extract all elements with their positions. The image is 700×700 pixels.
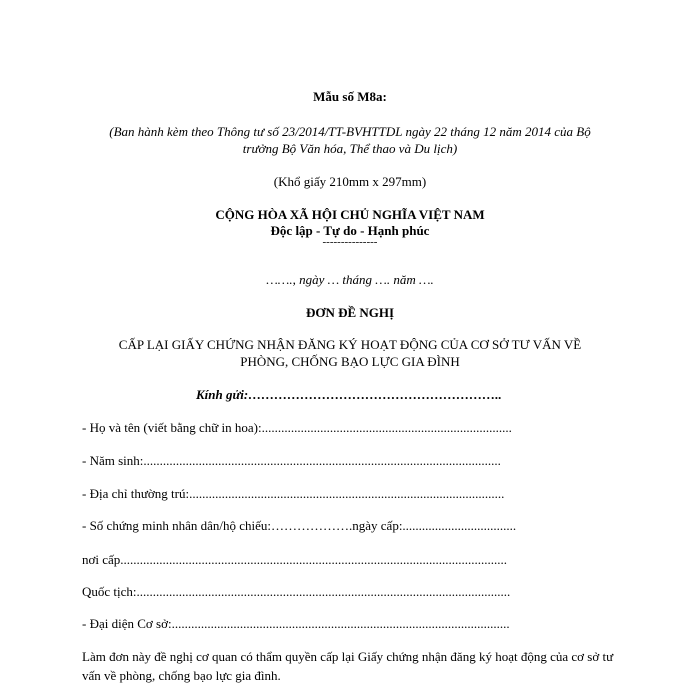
- birth-year-field: - Năm sinh:..............................................................................................................: [82, 453, 501, 468]
- representative-field: - Đại diện Cơ sở:........................................................................................................: [82, 616, 510, 631]
- paper-size-note: (Khổ giấy 210mm x 297mm): [273, 174, 427, 189]
- national-title: CỘNG HÒA XÃ HỘI CHỦ NGHĨA VIỆT NAM: [215, 207, 485, 222]
- subject-line-1: CẤP LẠI GIẤY CHỨNG NHẬN ĐĂNG KÝ HOẠT ĐỘNG CỦA CƠ SỞ TƯ VẤN VỀ: [118, 337, 582, 352]
- full-name-field: - Họ và tên (viết bằng chữ in hoa):.............................................................................: [82, 420, 512, 435]
- motto-rule: ---------------: [322, 236, 378, 248]
- residence-field: - Địa chỉ thường trú:.................................................................................................: [82, 486, 505, 501]
- subject-line-2: PHÒNG, CHỐNG BẠO LỰC GIA ĐÌNH: [240, 354, 460, 369]
- issued-by-line-2: trưởng Bộ Văn hóa, Thể thao và Du lịch): [242, 141, 458, 156]
- request-paragraph: Làm đơn này đề nghị cơ quan có thẩm quyền cấp lại Giấy chứng nhận đăng ký hoạt động của cơ sở tư vấn về phòng, chống bạo lực gia đình.: [82, 649, 614, 683]
- issue-place-field: nơi cấp.......................................................................................................................: [82, 552, 508, 567]
- nationality-field: Quốc tịch:...................................................................................................................: [82, 584, 511, 599]
- id-number-field: - Số chứng minh nhân dân/hộ chiếu:……………….ngày cấp:...................................: [82, 518, 517, 533]
- issued-by-line-1: (Ban hành kèm theo Thông tư số 23/2014/TT-BVHTTDL ngày 22 tháng 12 năm 2014 của Bộ: [109, 124, 591, 139]
- recipient-line: Kính gửi:…………………………………………………..: [196, 387, 502, 402]
- date-line: ……., ngày … tháng …. năm ….: [266, 272, 434, 287]
- form-code: Mẫu số M8a:: [313, 89, 387, 104]
- document-title: ĐƠN ĐỀ NGHỊ: [305, 305, 395, 320]
- motto: Độc lập - Tự do - Hạnh phúc: [270, 223, 430, 238]
